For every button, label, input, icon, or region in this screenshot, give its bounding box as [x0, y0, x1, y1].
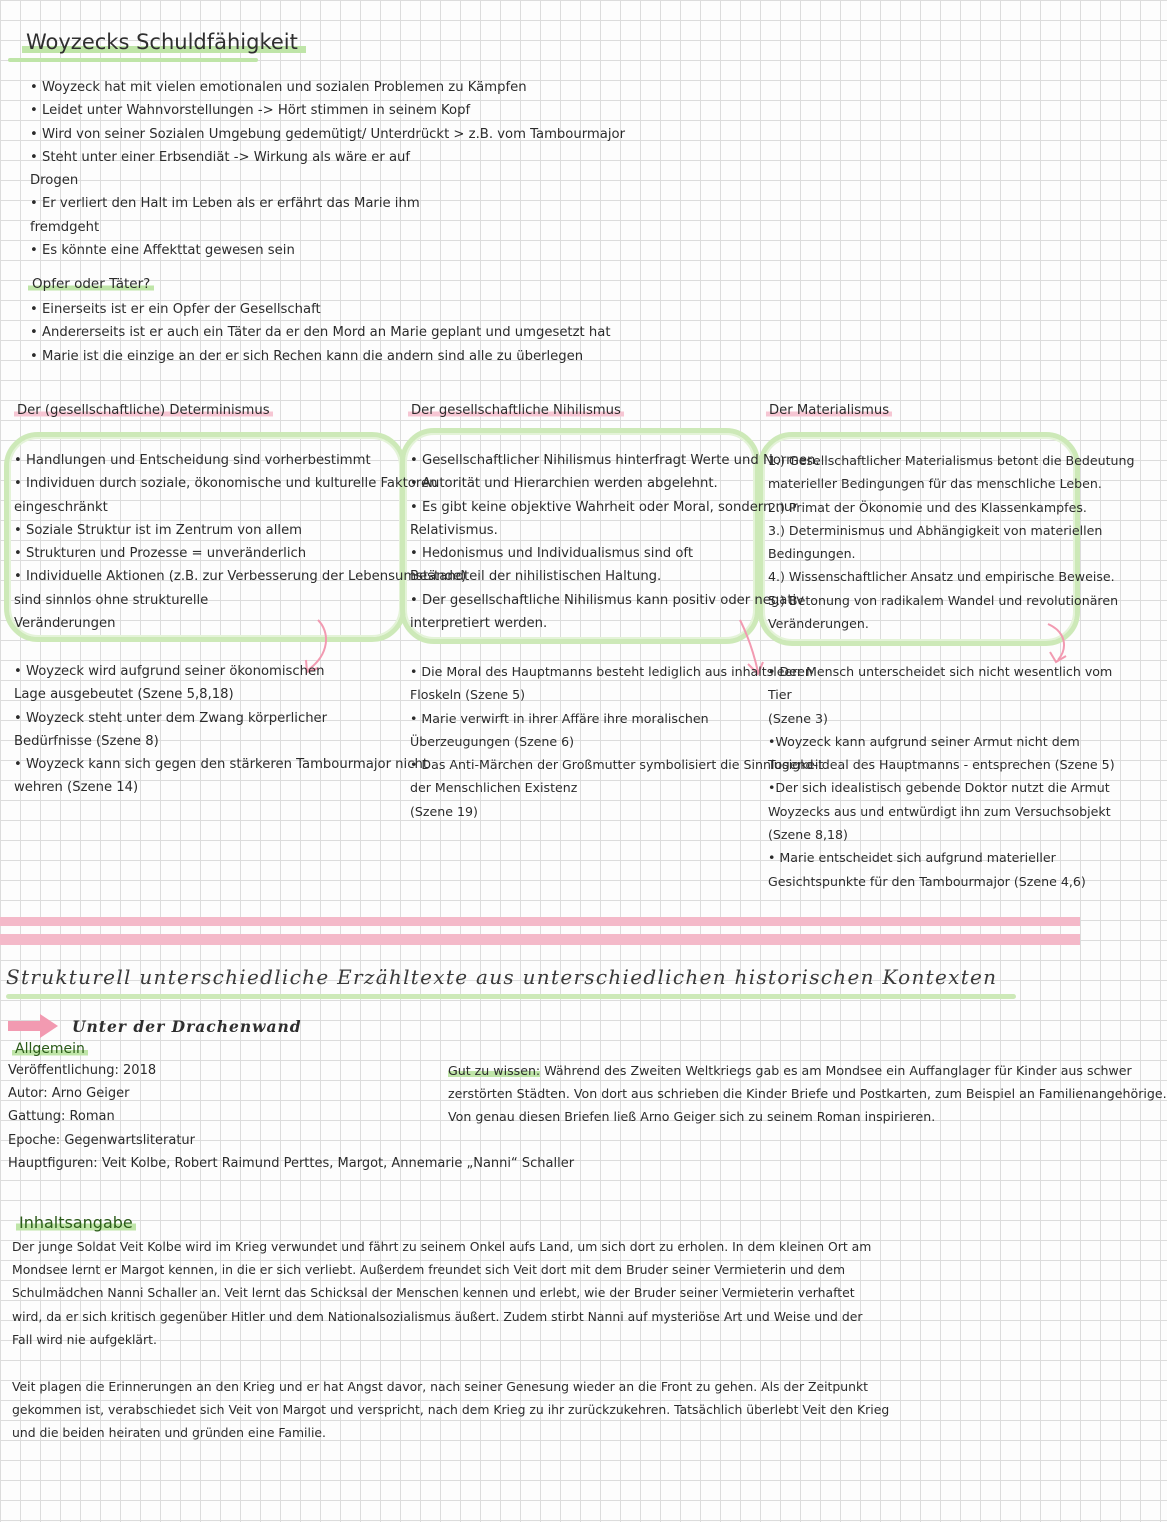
list-item: • Er verliert den Halt im Leben als er erfährt das Marie ihm [30, 196, 420, 212]
list-item: • Woyzeck steht unter dem Zwang körperlicher [14, 710, 328, 726]
list-item: • Woyzeck hat mit vielen emotionalen und sozialen Problemen zu Kämpfen [30, 80, 527, 95]
note-text: Während des Zweiten Weltkriegs gab es am Mondsee ein Auffanglager für Kinder aus schwer [544, 1063, 1132, 1078]
title-underline-stroke [8, 58, 258, 62]
list-item: • Individuelle Aktionen (z.B. zur Verbesserung der Lebensumstände) [14, 569, 467, 585]
materialismus-definition [768, 449, 1135, 635]
list-item: Tier [768, 687, 792, 703]
summary-line: wird, da er sich kritisch gegenüber Hitler und dem Nationalsozialismus äußert. Zudem stirbt Nanni auf mysteriöse Art und Weise und der [12, 1308, 863, 1324]
list-item: materieller Bedingungen für das menschliche Leben. [768, 476, 1102, 492]
list-item: Bedingungen. [768, 546, 856, 562]
list-item: fremdgeht [30, 219, 100, 235]
list-item: Veröffentlichung: 2018 [8, 1063, 157, 1078]
column-heading-materialismus: Der Materialismus [766, 403, 892, 418]
summary-line: gekommen ist, verabschiedet sich Veit von Margot und verspricht, nach dem Krieg zu ihr zurückzukehren. Tatsächlich überlebt Veit den Krieg [12, 1402, 890, 1418]
list-item: Bestandteil der nihilistischen Haltung. [410, 569, 662, 585]
list-item: • Strukturen und Prozesse = unveränderlich [14, 546, 307, 562]
list-item: Floskeln (Szene 5) [410, 687, 526, 703]
summary-line: Der junge Soldat Veit Kolbe wird im Krieg verwundet und fährt zu seinem Onkel aufs Land, um sich dort zu erholen. In dem kleinen Ort am [12, 1239, 872, 1254]
nihilismus-definition [410, 449, 820, 635]
allgemein-heading: Allgemein [12, 1041, 88, 1057]
list-item: der Menschlichen Existenz [410, 780, 578, 796]
summary-line: Schulmädchen Nanni Schaller an. Veit lernt das Schicksal der Menschen kennen und erlebt, wie der Bruder seiner Vermieterin verhaftet [12, 1285, 855, 1301]
list-item: • Die Moral des Hauptmanns besteht lediglich aus inhaltsleeren [410, 664, 813, 679]
inhaltsangabe-heading: Inhaltsangabe [16, 1213, 136, 1232]
list-item: Hauptfiguren: Veit Kolbe, Robert Raimund Perttes, Margot, Annemarie „Nanni“ Schaller [8, 1155, 575, 1171]
list-item: • Individuen durch soziale, ökonomische und kulturelle Faktoren [14, 476, 438, 492]
list-item: • Wird von seiner Sozialen Umgebung gedemütigt/ Unterdrückt > z.B. vom Tambourmajor [30, 126, 625, 142]
list-item: • Andererseits ist er auch ein Täter da er den Mord an Marie geplant und umgesetzt hat [30, 325, 611, 341]
good-to-know-label: Gut zu wissen: [448, 1063, 541, 1078]
list-item: wehren (Szene 14) [14, 780, 139, 796]
list-item: Überzeugungen (Szene 6) [410, 733, 575, 749]
section-divider-band [0, 917, 1080, 926]
note-text: zerstörten Städten. Von dort aus schrieben die Kinder Briefe und Postkarten, zum Beispiel an Familienangehörige. [448, 1086, 1167, 1102]
list-item: Gesichtspunkte für den Tambourmajor (Szene 4,6) [768, 873, 1086, 889]
section-title-schuldfaehigkeit: Woyzecks Schuldfähigkeit [22, 30, 306, 56]
section-divider-band [0, 934, 1080, 945]
list-item: • Der gesellschaftliche Nihilismus kann positiv oder negativ [410, 592, 804, 608]
list-item: eingeschränkt [14, 499, 108, 515]
determinismus-definition [14, 449, 466, 635]
summary-paragraph-1 [12, 1235, 871, 1351]
list-item: • Das Anti-Märchen der Großmutter symbolisiert die Sinnlosigkeit [410, 757, 824, 773]
list-item: sind sinnlos ohne strukturelle [14, 592, 209, 608]
list-item: • Marie ist die einzige an der er sich Rechen kann die andern sind alle zu überlegen [30, 348, 584, 364]
summary-paragraph-2 [12, 1375, 889, 1445]
list-item: • Leidet unter Wahnvorstellungen -> Hört stimmen in seinem Kopf [30, 103, 471, 119]
list-item: • Hedonismus und Individualismus sind oft [410, 546, 694, 562]
list-item: Epoche: Gegenwartsliteratur [8, 1132, 196, 1148]
list-item: (Szene 3) [768, 710, 828, 726]
list-item: Veränderungen. [768, 616, 869, 632]
arrow-right-icon [6, 1012, 60, 1040]
list-item: Autor: Arno Geiger [8, 1086, 130, 1102]
list-item: • Soziale Struktur ist im Zentrum von allem [14, 522, 303, 538]
list-item: 2.) Primat der Ökonomie und des Klassenkampfes. [768, 499, 1087, 515]
summary-line: Mondsee lernt er Margot kennen, in die er sich verliebt. Außerdem freundet sich Veit dort mit dem Bruder seiner Vermieterin und dem [12, 1262, 846, 1278]
list-item: • Der Mensch unterscheidet sich nicht wesentlich vom [768, 664, 1113, 679]
list-item: • Marie entscheidet sich aufgrund materieller [768, 850, 1056, 866]
opfer-taeter-list [30, 298, 611, 368]
list-item: • Autorität und Hierarchien werden abgelehnt. [410, 476, 718, 492]
list-item: • Handlungen und Entscheidung sind vorherbestimmt [14, 453, 371, 468]
determinismus-examples [14, 660, 428, 800]
list-item: • Steht unter einer Erbsendiät -> Wirkung als wäre er auf [30, 149, 411, 165]
good-to-know-note [448, 1059, 1167, 1129]
list-item: (Szene 19) [410, 803, 478, 819]
materialismus-examples [768, 660, 1115, 893]
list-item: Drogen [30, 173, 79, 189]
list-item: • Marie verwirft in ihrer Affäre ihre moralischen [410, 710, 709, 726]
note-text: Von genau diesen Briefen ließ Arno Geiger sich zu seinem Roman inspirieren. [448, 1109, 936, 1125]
list-item: Woyzecks aus und entwürdigt ihn zum Versuchsobjekt [768, 803, 1111, 819]
schuld-point-list [30, 76, 625, 262]
list-item: (Szene 8,18) [768, 827, 848, 843]
list-item: 4.) Wissenschaftlicher Ansatz und empirische Beweise. [768, 569, 1115, 585]
nihilismus-examples [410, 660, 823, 823]
list-item: • Einerseits ist er ein Opfer der Gesellschaft [30, 302, 321, 317]
list-item: • Woyzeck wird aufgrund seiner ökonomischen [14, 664, 325, 679]
list-item: • Es gibt keine objektive Wahrheit oder Moral, sondern nur [410, 499, 798, 515]
list-item: Gattung: Roman [8, 1109, 115, 1125]
list-item: Relativismus. [410, 522, 498, 538]
list-item: interpretiert werden. [410, 616, 548, 632]
list-item: Veränderungen [14, 616, 116, 632]
list-item: Tugend-Ideal des Hauptmanns - entsprechen (Szene 5) [768, 757, 1115, 773]
list-item: • Gesellschaftlicher Nihilismus hinterfragt Werte und Normen. [410, 453, 820, 468]
list-item: Lage ausgebeutet (Szene 5,8,18) [14, 687, 234, 703]
list-item: Bedürfnisse (Szene 8) [14, 733, 159, 749]
list-item: •Der sich idealistisch gebende Doktor nutzt die Armut [768, 780, 1110, 796]
summary-line: und die beiden heiraten und gründen eine Familie. [12, 1425, 326, 1441]
title-underline-stroke [6, 994, 1016, 999]
section-title-erzaehltexte: Strukturell unterschiedliche Erzähltexte aus unterschiedlichen historischen Kontexten [6, 965, 998, 989]
list-item: • Woyzeck kann sich gegen den stärkeren Tambourmajor nicht [14, 757, 428, 773]
column-heading-determinismus: Der (gesellschaftliche) Determinismus [14, 403, 273, 418]
opfer-taeter-heading: Opfer oder Täter? [28, 276, 154, 292]
summary-line: Veit plagen die Erinnerungen an den Krieg und er hat Angst davor, nach seiner Genesung wieder an die Front zu gehen. Als der Zeitpunkt [12, 1379, 868, 1394]
list-item: • Es könnte eine Affekttat gewesen sein [30, 243, 295, 259]
list-item: •Woyzeck kann aufgrund seiner Armut nicht dem [768, 733, 1080, 749]
summary-line: Fall wird nie aufgeklärt. [12, 1331, 157, 1347]
list-item: 5.) Betonung von radikalem Wandel und revolutionären [768, 592, 1119, 608]
column-heading-nihilismus: Der gesellschaftliche Nihilismus [408, 403, 624, 418]
list-item: 3.) Determinismus und Abhängigkeit von materiellen [768, 522, 1103, 538]
list-item: 1.) Gesellschaftlicher Materialismus betont die Bedeutung [768, 453, 1135, 468]
book-title: Unter der Drachenwand [72, 1017, 302, 1036]
